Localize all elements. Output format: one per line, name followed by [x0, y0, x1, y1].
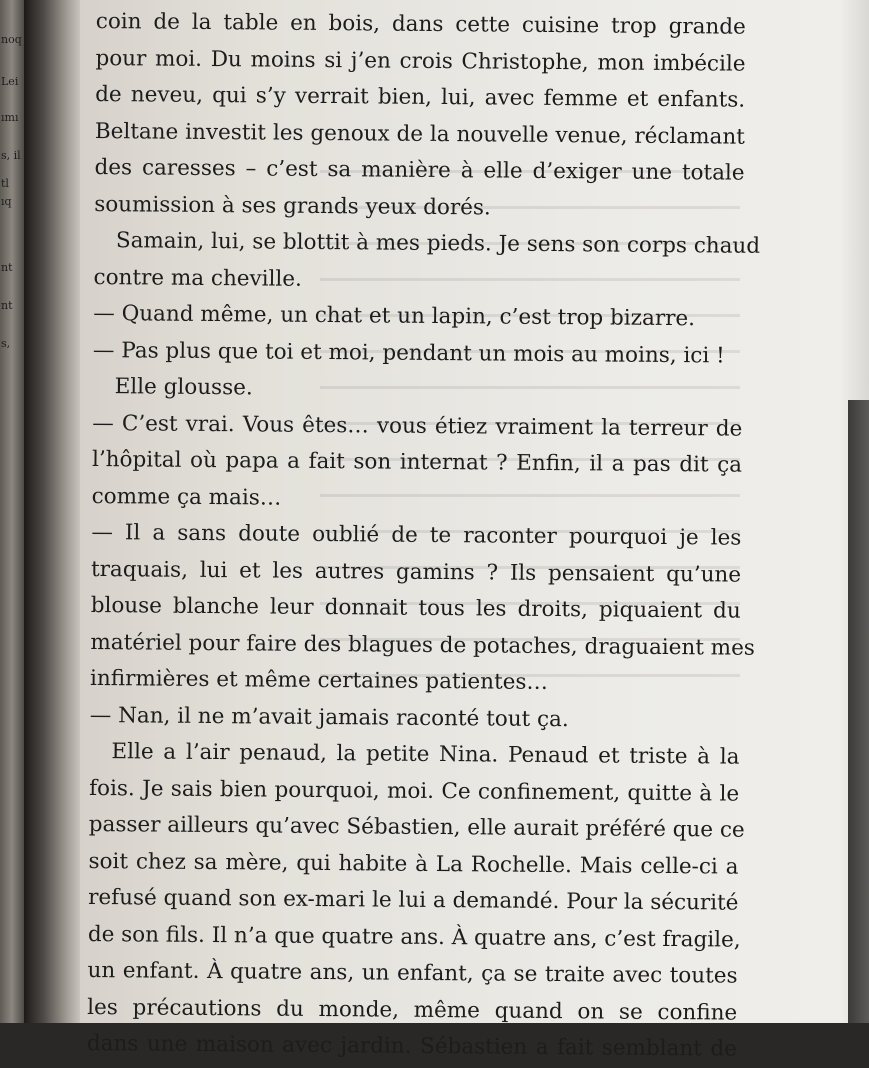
text-line: blouse blanche leur donnait tous les droits, piquaient du — [90, 592, 741, 624]
left-page-fragment: nt — [1, 299, 13, 312]
text-line: matériel pour faire des blagues de potaches, draguaient mes — [90, 629, 756, 661]
dialogue-line: — Quand même, un chat et un lapin, c’est trop bizarre. — [93, 300, 696, 332]
left-page-fragment: ımı — [1, 111, 19, 124]
page-text — [86, 4, 761, 1068]
text-line: des caresses – c’est sa manière à elle d’exiger une totale — [94, 154, 745, 186]
left-page-fragment: tl — [1, 177, 9, 190]
text-line: l’hôpital où papa a fait son internat ? Enfin, il a pas dit ça — [91, 446, 743, 478]
left-page-fragment: ıq — [1, 195, 12, 208]
text-line: soit chez sa mère, qui habite à La Rochelle. Mais celle-ci a — [88, 848, 739, 880]
text-line: pour moi. Du moins si j’en crois Christophe, mon imbécile — [95, 45, 746, 77]
left-page-edge — [0, 0, 24, 1023]
left-page-fragment: nt — [1, 261, 13, 274]
text-line: Beltane investit les genoux de la nouvelle venue, réclamant — [94, 118, 745, 150]
text-line: passer ailleurs qu’avec Sébastien, elle aurait préféré que ce — [88, 811, 745, 843]
background-object — [848, 400, 869, 1023]
text-line: coin de la table en bois, dans cette cuisine trop grande — [95, 8, 746, 40]
text-line: Elle glousse. — [114, 374, 253, 401]
text-line: comme ça mais… — [91, 483, 282, 511]
text-line: soumission à ses grands yeux dorés. — [94, 191, 491, 220]
text-line: contre ma cheville. — [93, 264, 303, 292]
text-line: infirmières et même certaines patientes… — [90, 665, 549, 695]
text-line: de neveu, qui s’y verrait bien, lui, avec femme et enfants. — [95, 81, 746, 113]
dialogue-line: — C’est vrai. Vous êtes… vous étiez vraiment la terreur de — [92, 410, 743, 442]
text-line: traquais, lui et les autres gamins ? Ils pensaient qu’une — [90, 556, 742, 588]
text-line: Elle a l’air penaud, la petite Nina. Penaud et triste à la — [111, 739, 740, 770]
text-line: un enfant. À quatre ans, un enfant, ça se traite avec toutes — [87, 957, 738, 989]
text-line: refusé quand son ex-mari le lui a demandé. Pour la sécurité — [88, 884, 739, 916]
left-page-fragment: s, il — [1, 149, 21, 162]
left-page-fragment: s, — [1, 337, 11, 350]
left-page-fragment: Lei — [1, 75, 19, 88]
text-line: dans une maison avec jardin. Sébastien a fait semblant de — [86, 1030, 738, 1062]
dialogue-line: — Nan, il ne m’avait jamais raconté tout ça. — [89, 702, 569, 732]
book-gutter — [24, 0, 80, 1023]
text-line: les précautions du monde, même quand on se confine — [87, 994, 738, 1026]
text-line: de son fils. Il n’a que quatre ans. À quatre ans, c’est fragile, — [87, 921, 741, 953]
dialogue-line: — Il a sans doute oublié de te raconter pourquoi je les — [91, 519, 742, 551]
text-line: fois. Je sais bien pourquoi, moi. Ce confinement, quitte à le — [89, 775, 740, 807]
text-line: Samain, lui, se blottit à mes pieds. Je sens son corps chaud — [115, 228, 761, 259]
dialogue-line: — Pas plus que toi et moi, pendant un mois au moins, ici ! — [92, 337, 725, 368]
left-page-fragment: noq — [1, 33, 22, 46]
